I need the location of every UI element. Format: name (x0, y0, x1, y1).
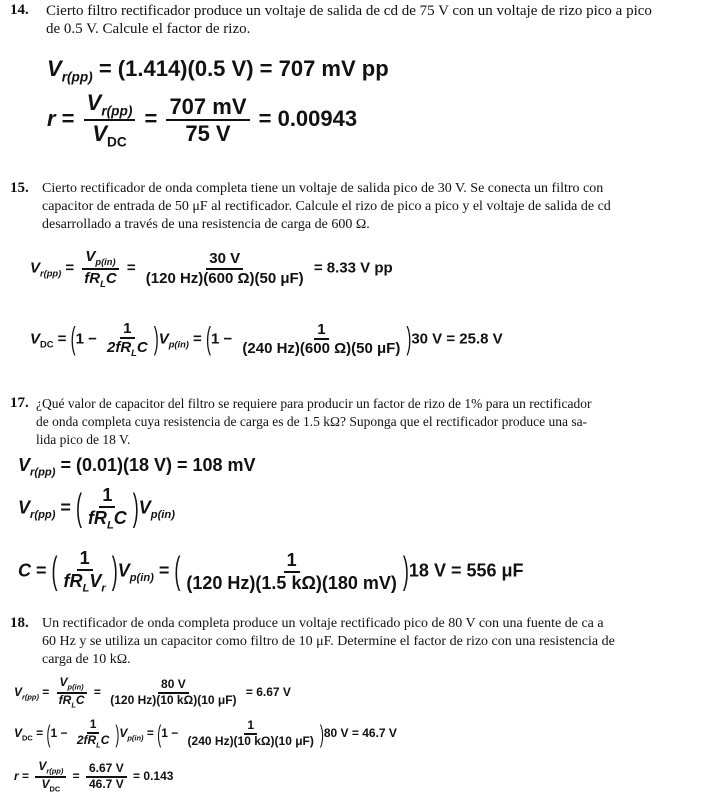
equation-vdc: $V_{DC} = (1$ − $\frac{1}{2fR_LC}$ )$V_{p(in)} = (1$ − $\frac{1}{(240 Hz)(10 k\Omega)(10 \mu F)}$ )80 V = 46.7 V (14, 717, 397, 750)
problem-statement: Un rectificador de onda completa produce un voltaje rectificado pico de 80 V con una fuente de ca a 60 Hz y se utiliza un capacitor como filtro de 10 μF. Determine el factor de rizo con una resistencia de carga de 10 kΩ. (42, 616, 615, 667)
problem-number: 14. (10, 2, 29, 18)
problem-statement: Cierto rectificador de onda completa tiene un voltaje de salida pico de 30 V. Se conecta un filtro con capacitor de entrada de 50 μF al rectificador. Calcule el rizo de pico a pico y el voltaje de salida de cd desarrollado a través de una resistencia de carga de 600 Ω. (42, 181, 611, 232)
equation-ripple-factor: r = $\frac{V_{r(pp)}}{V_{DC}}$ = $\frac{707 mV}{75 V}$ = 0.00943 (47, 90, 358, 150)
equation-ripple-pp: $V_{r(pp)}$ = $\frac{V_{p(in)}}{fR_LC}$ = $\frac{30 V}{(120 Hz)(600 \Omega)(50 \mu F)}$ = 8.33 V pp (30, 248, 393, 289)
problem-number: 17. (10, 395, 29, 411)
problem-statement: Cierto filtro rectificador produce un voltaje de salida de cd de 75 V con un voltaje de rizo pico a pico de 0.5 V. Calcule el factor de rizo. (46, 3, 652, 37)
equation-ripple-pp: $V_{r(pp)}$ = $\frac{V_{p(in)}}{fR_LC}$ = $\frac{80 V}{(120 Hz)(10 k\Omega)(10 \mu F)}$ = 6.67 V (14, 675, 291, 710)
equation-ripple-pp: $V_{r(pp)} = (0.01)(18$ V) = 108 mV (18, 455, 256, 479)
problem-number: 18. (10, 615, 29, 631)
equation-capacitance: C = ( $\frac{1}{fR_LV_r}$ )$V_{p(in)}$ = ( $\frac{1}{(120 Hz)(1.5 k\Omega)(180 mV)}$ )18 V = 556 μF (18, 548, 524, 595)
equation-ripple-formula: $V_{r(pp)}$ = ( $\frac{1}{fR_LC}$ )$V_{p(in)}$ (18, 485, 175, 532)
problem-statement: ¿Qué valor de capacitor del filtro se requiere para producir un factor de rizo de 1% para un rectificador de onda completa cuya resistencia de carga es de 1.5 kΩ? Suponga que el rectificador produce una sa- lida pico de 18 V. (36, 396, 592, 447)
problem-number: 15. (10, 180, 29, 196)
equation-ripple-factor: r = $\frac{V_{r(pp)}}{V_{DC}}$ = $\frac{6.67 V}{46.7 V}$ = 0.143 (14, 759, 174, 794)
equation-vdc: $V_{DC} = (1$ − $\frac{1}{2fR_LC}$ )$V_{p(in)} = (1$ − $\frac{1}{(240 Hz)(600 \Omega)(50 \mu F)}$ )30 V = 25.8 V (30, 320, 503, 359)
equation-ripple-pp: $V_{r(pp)} = (1.414)(0.5$ V) = 707 mV pp (47, 56, 389, 85)
